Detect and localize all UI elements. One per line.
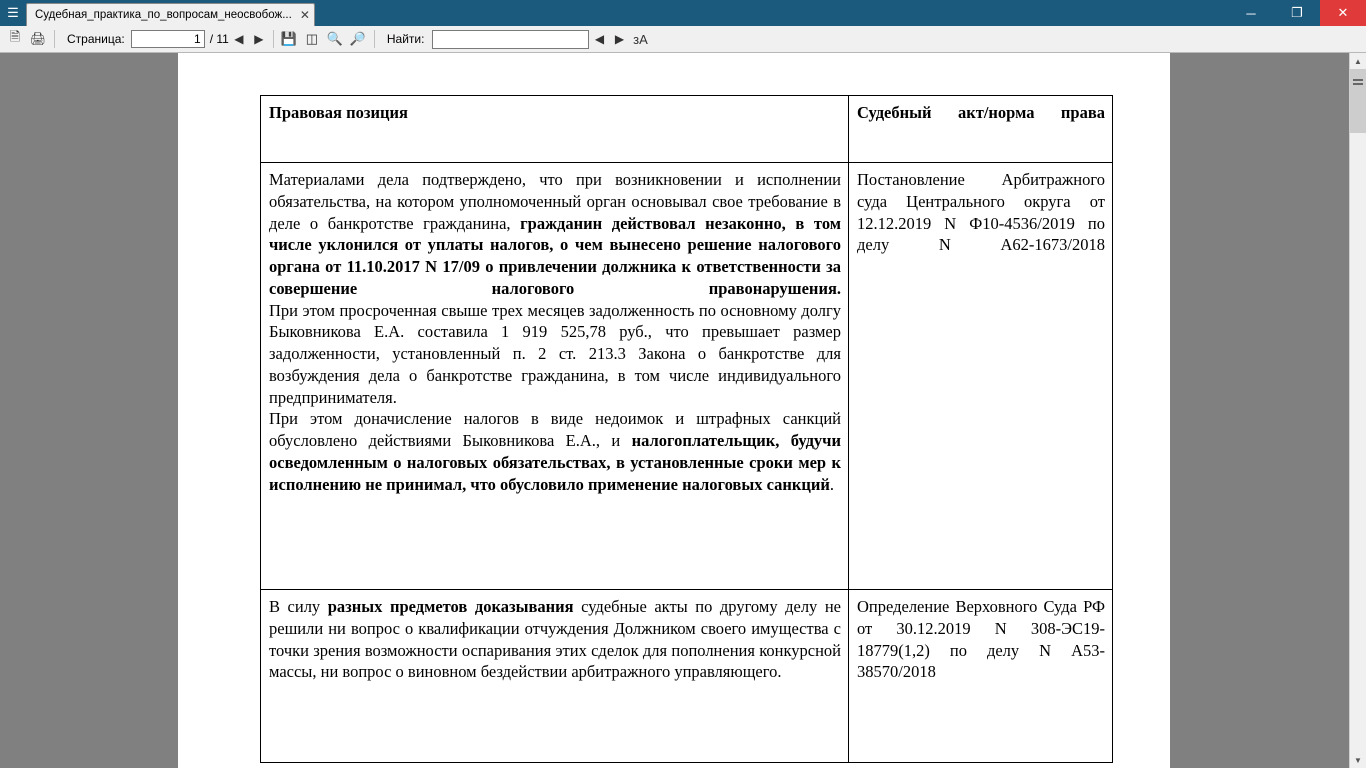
paragraph-3-tail: . [829,474,835,494]
print-icon[interactable]: 🖨 [29,31,47,46]
triangle-left-icon[interactable]: ◀ [594,32,605,46]
maximize-button[interactable]: ❐ [1291,5,1303,20]
paragraph-3-plain: При этом доначисление налогов в виде недоимок и штрафных санкций обусловлено действиями Быковникова Е.А., и [269,409,841,451]
toolbar-separator [54,30,55,48]
close-icon[interactable]: ✕ [299,8,310,22]
cell-judicial-act-2: Определение Верховного Суда РФ от 30.12.2019 N 308-ЭС19-18779(1,2) по делу N А53-38570/2018 [849,590,1113,763]
paragraph-1-bold: гражданин действовал незаконно, в том числе уклонился от уплаты налогов, о чем вынесено решение налогового органа от 11.10.2017 N 17/09 о привлечении должника к ответственности за совершение налогового правонарушения. [269,213,841,298]
window-controls [1228,0,1366,26]
cell-legal-position-1 [261,163,849,590]
legal-practice-table [260,95,1113,763]
paragraph-tail: судебные акты по другому делу не решили ни вопрос о квалификации отчуждения Должником своего имущества с точки зрения возможности оспаривания этих сделок для пополнения конкурсной массы, ни вопрос о виновном бездействии арбитражного управляющего. [269,597,841,682]
table-row [261,163,1113,590]
arrow-right-icon[interactable]: ▶ [254,32,264,46]
paragraph-1 [269,596,841,683]
text-select-icon[interactable]: зA [633,31,648,47]
scroll-down-button[interactable]: ▼ [1350,752,1366,768]
paragraph-2: При этом просроченная свыше трех месяцев задолженность по основному долгу Быковникова Е.А. составила 1 919 525,78 руб., что превышает размер задолженности, установленный п. 2 ст. 213.3 Закона о банкротстве для возбуждения дела о банкротстве гражданина, в том числе индивидуального предпринимателя. [269,300,841,407]
document-tab-label: Судебная_практика_по_вопросам_неосвобож... [35,9,292,21]
scrollbar-mark2-icon [1353,83,1363,85]
paragraph-3 [269,408,841,495]
zoom-in-icon[interactable]: 🔎 [349,31,366,46]
table-header-row [261,96,1113,163]
paragraph-1 [269,169,841,300]
minimize-button[interactable]: ─ [1246,5,1256,21]
scroll-up-button[interactable]: ▲ [1350,53,1366,69]
paragraph-bold: разных предметов доказывания [327,597,574,616]
fit-page-icon[interactable]: ◫ [305,31,318,46]
document-tab[interactable] [26,3,315,26]
title-bar [0,0,1366,26]
zoom-out-icon[interactable]: 🔍 [326,31,343,46]
triangle-right-icon[interactable]: ▶ [614,32,625,46]
scrollbar-mark-icon [1353,79,1363,81]
page-label: Страница: [67,32,125,46]
document-page [178,53,1170,768]
toolbar-separator-2 [273,30,274,48]
paragraph-1-plain: Материалами дела подтверждено, что при возникновении и исполнении обязательства, на котором уполномоченный орган основывал свое требование в деле о банкротстве гражданина, [269,170,841,233]
arrow-left-icon[interactable]: ◀ [234,32,244,46]
find-label: Найти: [386,32,425,46]
cell-legal-position-2 [261,590,849,763]
cell-judicial-act-1: Постановление Арбитражного суда Центрального округа от 12.12.2019 N Ф10-4536/2019 по делу N А62-1673/2018 [849,163,1113,590]
save-icon[interactable]: 💾 [280,31,297,46]
hamburger-icon[interactable]: ☰ [7,5,19,20]
document-viewport [0,53,1350,768]
toolbar [0,26,1366,53]
open-file-icon[interactable]: 🗎 [9,29,21,44]
page-input[interactable] [131,30,205,48]
vertical-scrollbar[interactable] [1349,53,1366,768]
window-close-button[interactable]: ✕ [1320,0,1366,26]
paragraph-plain-lead: В силу [269,597,328,616]
search-input[interactable] [432,30,589,49]
header-cell-legal-position: Правовая позиция [261,96,849,163]
header-cell-judicial-act: Судебный акт/норма права [849,96,1113,163]
paragraph-3-bold: налогоплательщик, будучи осведомленным о налоговых обязательствах, в установленные сроки мер к исполнению не принимал, что обусловило применение налоговых санкций [269,431,841,494]
page-total-label: / 11 [209,32,229,46]
table-row [261,590,1113,763]
toolbar-separator-3 [374,30,375,48]
